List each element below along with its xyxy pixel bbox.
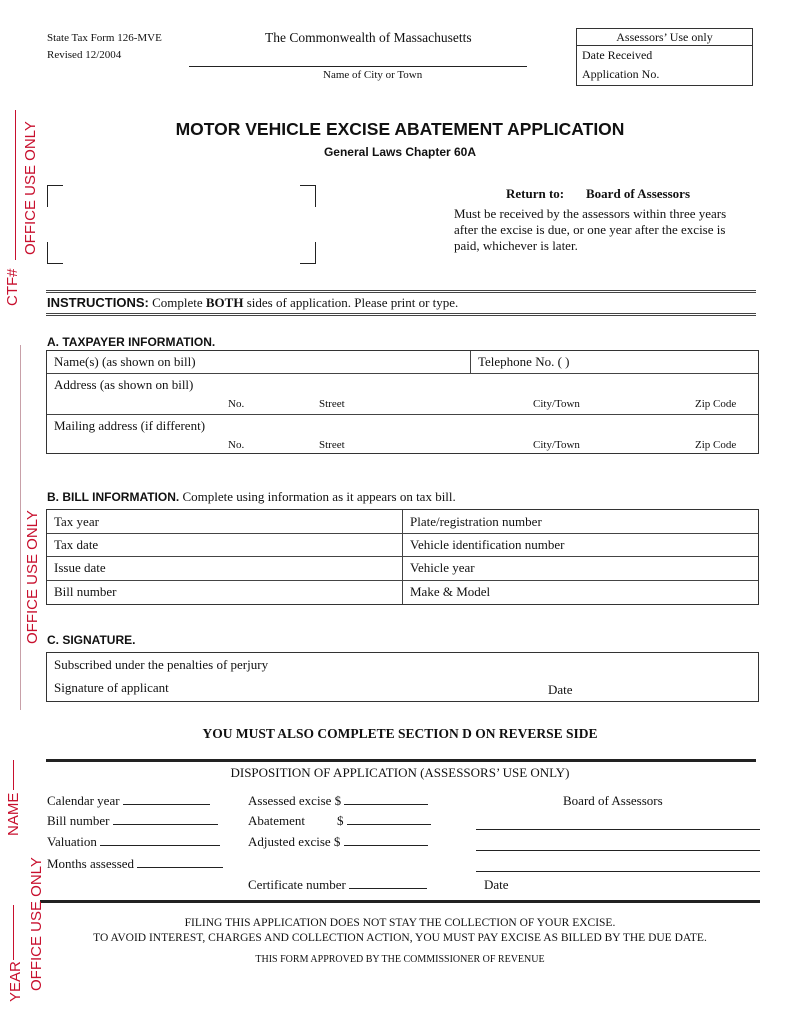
bill-number-field[interactable]: Bill number — [47, 813, 218, 829]
form-number: State Tax Form 126-MVE — [47, 32, 162, 44]
board-of-assessors-label: Board of Assessors — [563, 793, 663, 808]
calendar-year-field[interactable]: Calendar year — [47, 793, 210, 809]
mailing-address-row[interactable]: Mailing address (if different) No. Street City/Town Zip Code — [54, 418, 737, 451]
address-row[interactable]: Address (as shown on bill) No. Street City/Town Zip Code — [47, 374, 758, 415]
reverse-side-notice: YOU MUST ALSO COMPLETE SECTION D ON REVERSE SIDE — [202, 726, 598, 741]
section-a-heading: A. TAXPAYER INFORMATION. — [47, 335, 216, 349]
page-subtitle: General Laws Chapter 60A — [323, 145, 477, 159]
name-label: NAME — [5, 792, 22, 836]
bill-row[interactable]: Bill number Make & Model — [54, 584, 491, 599]
months-assessed-field[interactable]: Months assessed — [47, 856, 223, 872]
office-use-only-label: OFFICE USE ONLY — [24, 510, 41, 644]
date-received-label: Date Received — [582, 48, 653, 62]
city-name-line[interactable] — [189, 66, 527, 67]
application-no-label: Application No. — [582, 67, 660, 81]
adjusted-excise-field[interactable]: Adjusted excise $ — [248, 834, 428, 850]
return-to-value: Board of Assessors — [586, 186, 691, 201]
ctf-label: CTF# — [4, 268, 21, 306]
name-row[interactable]: Name(s) (as shown on bill) Telephone No. ( ) — [47, 351, 758, 374]
certificate-number-field[interactable]: Certificate number — [248, 877, 427, 893]
assessor-signature-line[interactable] — [476, 829, 760, 830]
telephone-label: Telephone No. ( ) — [478, 354, 570, 369]
commonwealth-heading: The Commonwealth of Massachusetts — [265, 30, 472, 45]
bill-info-table — [46, 509, 759, 605]
instructions: INSTRUCTIONS: Complete BOTH sides of application. Please print or type. — [47, 295, 459, 310]
assessor-signature-line[interactable] — [476, 850, 760, 851]
footer-line-3: THIS FORM APPROVED BY THE COMMISSIONER OF REVENUE — [255, 954, 545, 965]
return-deadline-note: Must be received by the assessors within three years after the excise is due, or one year after the excise is paid, whichever is later. — [454, 206, 727, 253]
assessor-signature-line[interactable] — [476, 871, 760, 872]
assessors-use-box — [576, 28, 753, 86]
revised-date: Revised 12/2004 — [47, 49, 122, 61]
disposition-title: DISPOSITION OF APPLICATION (ASSESSORS’ USE ONLY) — [230, 765, 570, 780]
bill-row[interactable]: Issue date Vehicle year — [47, 557, 758, 581]
page-title: MOTOR VEHICLE EXCISE ABATEMENT APPLICATION — [175, 119, 625, 139]
disposition-date-label: Date — [484, 877, 509, 892]
taxpayer-info-table — [46, 350, 759, 454]
footer-line-1: FILING THIS APPLICATION DOES NOT STAY THE COLLECTION OF YOUR EXCISE. — [184, 917, 616, 929]
footer-line-2: TO AVOID INTEREST, CHARGES AND COLLECTION ACTION, YOU MUST PAY EXCISE AS BILLED BY THE DUE DATE. — [93, 932, 707, 944]
signature-box[interactable]: Subscribed under the penalties of perjury Signature of applicant Date — [46, 652, 759, 702]
office-use-only-label: OFFICE USE ONLY — [22, 121, 39, 255]
bill-row[interactable]: Tax date Vehicle identification number — [47, 534, 758, 557]
valuation-field[interactable]: Valuation — [47, 834, 220, 850]
abatement-field[interactable]: Abatement $ — [248, 813, 431, 829]
assessors-box-title: Assessors’ Use only — [577, 29, 752, 46]
office-use-only-label: OFFICE USE ONLY — [28, 857, 45, 991]
section-b-heading: B. BILL INFORMATION. Complete using information as it appears on tax bill. — [47, 489, 456, 504]
section-c-heading: C. SIGNATURE. — [47, 633, 136, 647]
bill-row[interactable]: Tax year Plate/registration number — [47, 510, 758, 534]
city-label: Name of City or Town — [323, 69, 423, 81]
year-label: YEAR — [7, 961, 24, 1002]
assessed-excise-field[interactable]: Assessed excise $ — [248, 793, 428, 809]
return-to-label: Return to: — [506, 186, 565, 201]
signature-date-label: Date — [548, 682, 573, 697]
